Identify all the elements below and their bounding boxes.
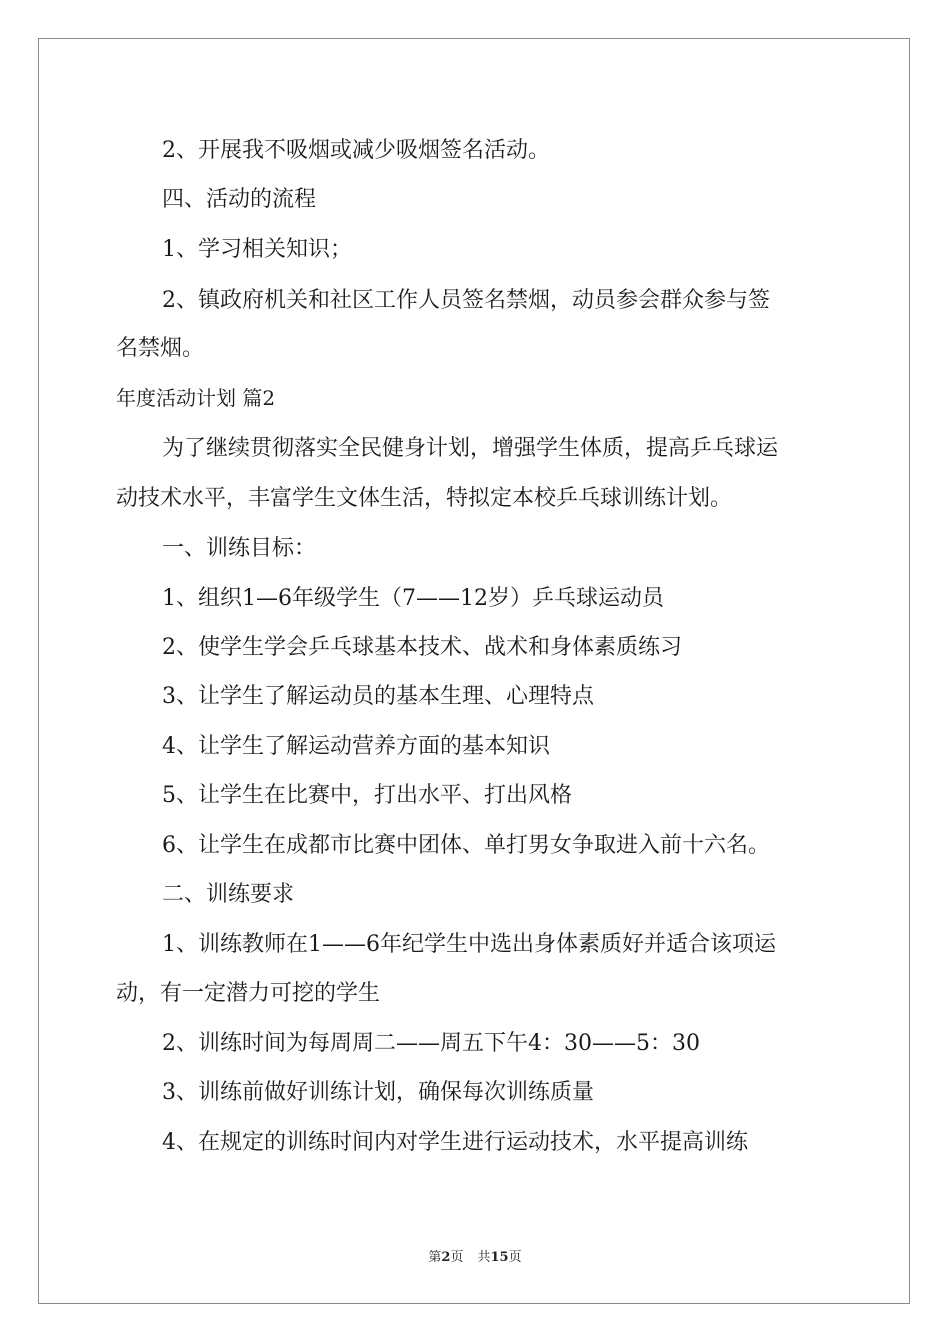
- list-item: 5、让学生在比赛中，打出水平、打出风格: [162, 783, 572, 808]
- list-item: 3、训练前做好训练计划，确保每次训练质量: [162, 1080, 594, 1105]
- paragraph: 1、学习相关知识；: [162, 237, 352, 262]
- list-item: 4、让学生了解运动营养方面的基本知识: [162, 734, 550, 759]
- total-prefix: 共: [477, 1250, 491, 1265]
- list-item: 2、使学生学会乒乓球基本技术、战术和身体素质练习: [162, 635, 682, 660]
- list-item: 4、在规定的训练时间内对学生进行运动技术，水平提高训练: [162, 1130, 748, 1155]
- list-item: 1、组织1—6年级学生（7——12岁）乒乓球运动员: [162, 586, 664, 611]
- section-heading: 二、训练要求: [162, 882, 295, 907]
- list-item: 3、让学生了解运动员的基本生理、心理特点: [162, 684, 594, 709]
- page-suffix: 页: [450, 1250, 464, 1265]
- total-pages: 15: [490, 1250, 509, 1265]
- page-footer: [0, 1246, 950, 1265]
- list-item: 1、训练教师在1——6年纪学生中选出身体素质好并适合该项运: [162, 932, 776, 957]
- list-item: 6、让学生在成都市比赛中团体、单打男女争取进入前十六名。: [162, 833, 770, 858]
- paragraph: 2、镇政府机关和社区工作人员签名禁烟，动员参会群众参与签: [162, 288, 770, 313]
- document-subtitle: 年度活动计划 篇2: [116, 386, 276, 410]
- page-number: 2: [441, 1250, 451, 1265]
- list-item: 2、训练时间为每周周二——周五下午4：30——5：30: [162, 1031, 700, 1056]
- section-heading: 四、活动的流程: [162, 187, 317, 212]
- paragraph: 2、开展我不吸烟或减少吸烟签名活动。: [162, 138, 550, 163]
- paragraph-continuation: 动技术水平，丰富学生文体生活，特拟定本校乒乓球训练计划。: [116, 486, 733, 511]
- paragraph: 为了继续贯彻落实全民健身计划，增强学生体质，提高乒乓球运: [162, 436, 779, 461]
- page-prefix: 第: [428, 1250, 442, 1265]
- total-suffix: 页: [508, 1250, 522, 1265]
- paragraph-continuation: 名禁烟。: [116, 336, 205, 361]
- paragraph-continuation: 动，有一定潜力可挖的学生: [116, 981, 381, 1006]
- section-heading: 一、训练目标：: [162, 536, 317, 561]
